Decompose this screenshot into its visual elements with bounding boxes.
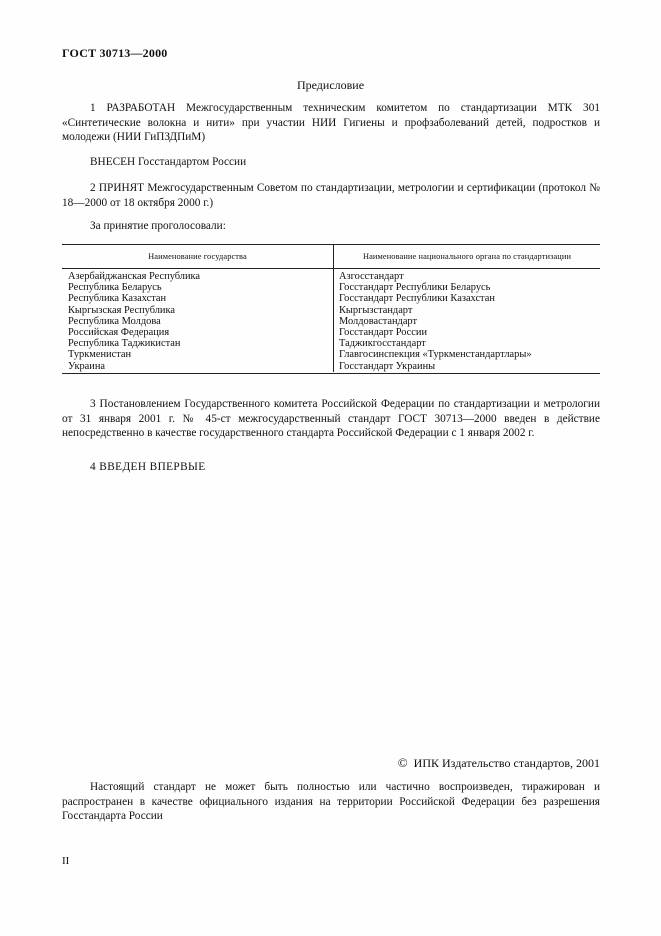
table-cell-state: Азербайджанская Республика xyxy=(68,271,201,282)
table-cell-body: Главгосинспекция «Туркменстандартлары» xyxy=(339,349,532,361)
paragraph-adopted-by: 2 ПРИНЯТ Межгосударственным Советом по стандартизации, метрологии и сертификации (протокол № 18—2000 от 18 октября 2000 г.) xyxy=(62,182,600,209)
table-cell-body: Госстандарт Украины xyxy=(339,360,436,372)
voting-table xyxy=(62,244,600,374)
table-cell-body: Госстандарт Республики Казахстан xyxy=(339,293,495,305)
foreword-title: Предисловие xyxy=(296,78,365,92)
table-cell-body: Госстандарт Республики Беларусь xyxy=(339,282,491,294)
table-cell-state: Республика Казахстан xyxy=(68,293,167,305)
table-body xyxy=(62,269,600,374)
table-cell-body: Азгосстандарт xyxy=(339,271,404,282)
reproduction-notice: Настоящий стандарт не может быть полностью или частично воспроизведен, тиражирован и распространен в качестве официального издания на территории Российской Федерации без разрешения Госстандарта России xyxy=(62,781,600,823)
paragraph-developed-by: 1 РАЗРАБОТАН Межгосударственным техническим комитетом по стандартизации МТК 301 «Синтетические волокна и нити» при участии НИИ Гигиены и профзаболеваний детей, подростков и молодежи (НИИ ГиПЗДПиМ) xyxy=(62,102,600,144)
table-cell-state: Украина xyxy=(68,360,106,372)
table-cell-state: Республика Беларусь xyxy=(68,282,162,294)
table-cell-body: Кыргызстандарт xyxy=(339,304,413,316)
copyright-line xyxy=(398,755,600,771)
copyright-icon: © xyxy=(397,755,408,770)
table-cell-body: Госстандарт России xyxy=(339,327,428,339)
table-header-state: Наименование государства xyxy=(62,245,334,268)
copyright-text: ИПК Издательство стандартов, 2001 xyxy=(413,756,600,770)
document-code: ГОСТ 30713—2000 xyxy=(62,46,168,60)
paragraph-first-introduced: 4 ВВЕДЕН ВПЕРВЫЕ xyxy=(90,461,206,473)
table-cell-body: Таджикгосстандарт xyxy=(339,338,426,350)
table-cell-state: Российская Федерация xyxy=(68,327,170,339)
table-header xyxy=(62,244,600,269)
table-cell-state: Кыргызская Республика xyxy=(68,304,175,316)
table-column-bodies xyxy=(334,269,600,372)
paragraph-enacted: 3 Постановлением Государственного комитета Российской Федерации по стандартизации и метрологии от 31 января 2001 г. № 45-ст межгосударственный стандарт ГОСТ 30713—2000 введен в действие непосредственно в качестве государственного стандарта Российской Федерации с 1 января 2002 г. xyxy=(62,398,600,440)
paragraph-voted-for: За принятие проголосовали: xyxy=(90,220,226,232)
table-cell-state: Республика Молдова xyxy=(68,315,161,327)
paragraph-introduced-by: ВНЕСЕН Госстандартом России xyxy=(90,156,247,168)
page-number: II xyxy=(62,855,70,867)
table-header-body: Наименование национального органа по стандартизации xyxy=(362,252,572,261)
table-column-states xyxy=(62,269,334,372)
table-cell-state: Республика Таджикистан xyxy=(68,338,181,350)
table-cell-state: Туркменистан xyxy=(68,349,132,361)
table-cell-body: Молдовастандарт xyxy=(339,315,418,327)
